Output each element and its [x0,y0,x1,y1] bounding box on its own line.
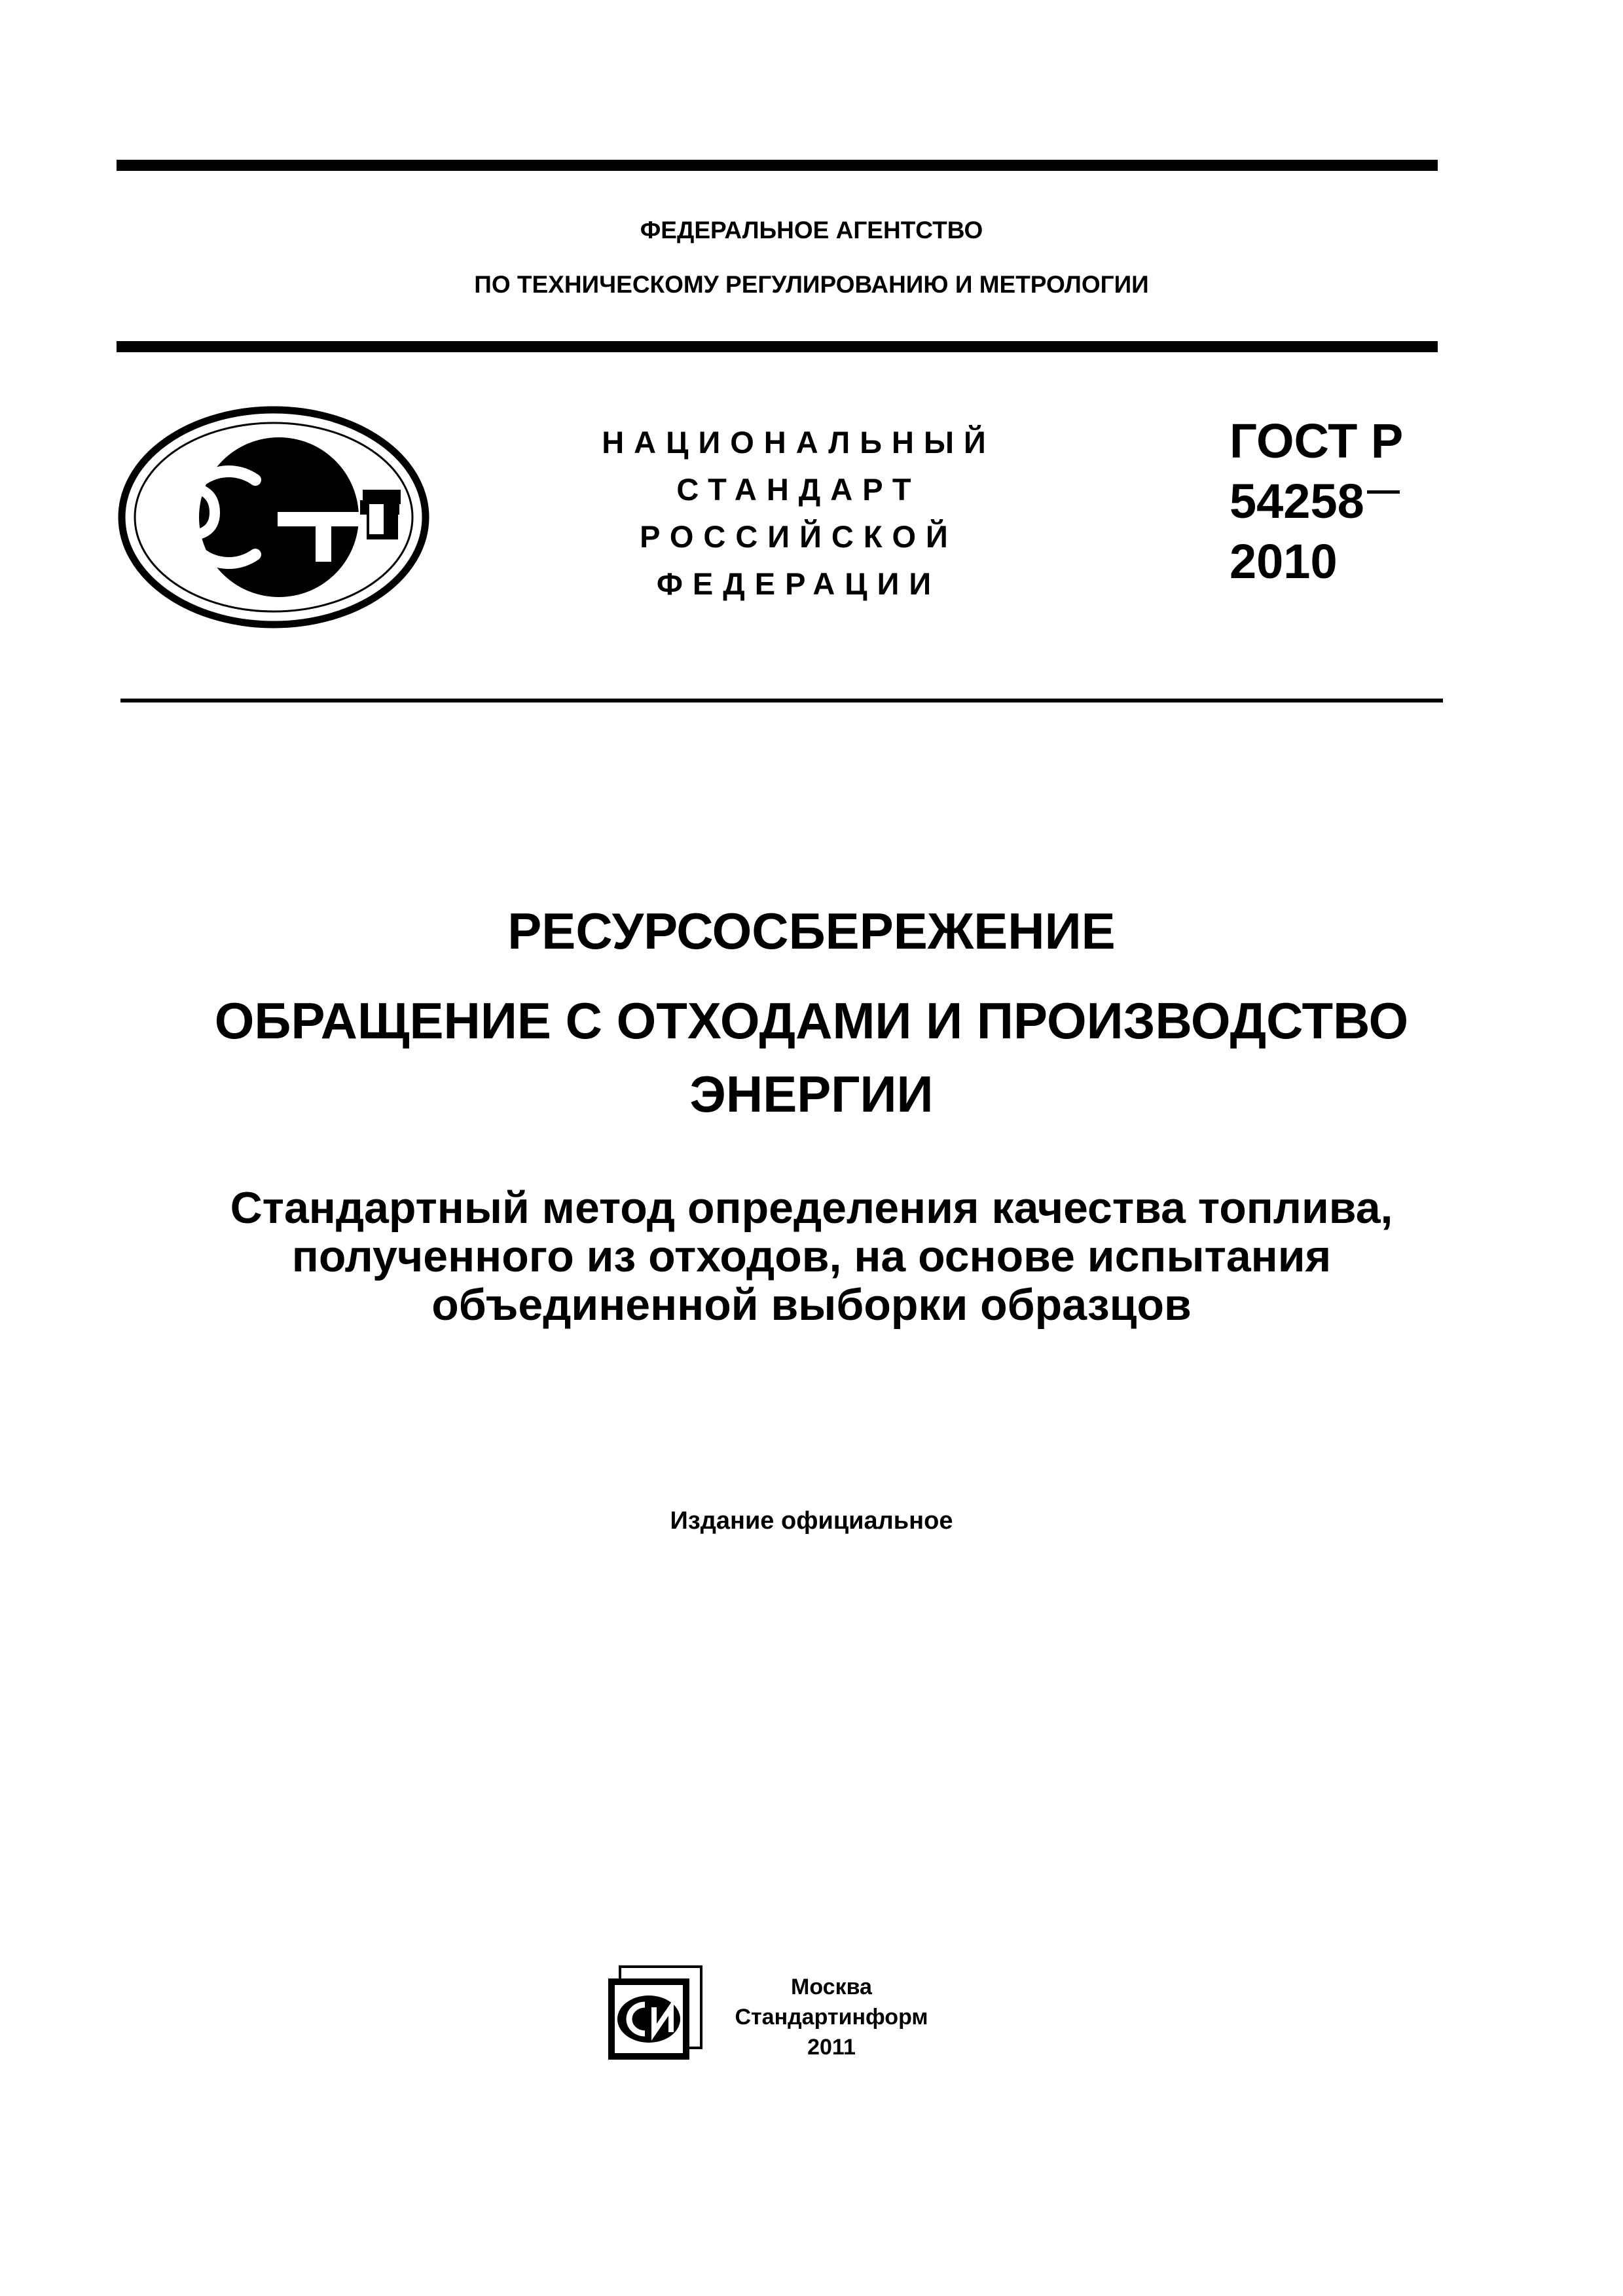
rst-conformity-mark-icon [117,405,431,630]
gost-year: 2010 [1230,534,1338,589]
subtitle-line-1: Стандартный метод определения качества топлива, [230,1183,1393,1233]
title-line-3: ЭНЕРГИИ [689,1065,934,1123]
gost-dash [1367,490,1400,494]
publisher-city: Москва [791,1975,872,1999]
header-bottom-rule [117,341,1438,352]
national-standard-label [576,419,1021,608]
gost-designation [1230,411,1403,592]
standartinform-logo-icon [606,1964,704,2062]
publisher-block [727,1972,936,2062]
standard-block-rule [120,699,1443,702]
agency-name-line-2: ПО ТЕХНИЧЕСКОМУ РЕГУЛИРОВАНИЮ И МЕТРОЛОГИИ [474,271,1149,298]
top-rule [117,160,1438,171]
subtitle-line-2: полученного из отходов, на основе испытания [291,1231,1332,1281]
title-line-2: ОБРАЩЕНИЕ С ОТХОДАМИ И ПРОИЗВОДСТВО [214,992,1409,1049]
subtitle [0,1184,1623,1329]
edition-label: Издание официальное [670,1507,953,1535]
title-line-1: РЕСУРСОСБЕРЕЖЕНИЕ [507,902,1116,960]
national-line-1: НАЦИОНАЛЬНЫЙ [602,425,996,460]
publication-year: 2011 [807,2035,856,2060]
national-line-4: ФЕДЕРАЦИИ [656,566,941,601]
national-line-2: СТАНДАРТ [676,472,921,507]
national-line-3: РОССИЙСКОЙ [640,519,958,554]
gost-number: 54258 [1230,474,1364,528]
gost-prefix: ГОСТ Р [1230,414,1404,468]
agency-name-line-1: ФЕДЕРАЛЬНОЕ АГЕНТСТВО [640,217,983,244]
publisher-name: Стандартинформ [735,2005,928,2030]
subtitle-line-3: объединенной выборки образцов [431,1280,1192,1330]
